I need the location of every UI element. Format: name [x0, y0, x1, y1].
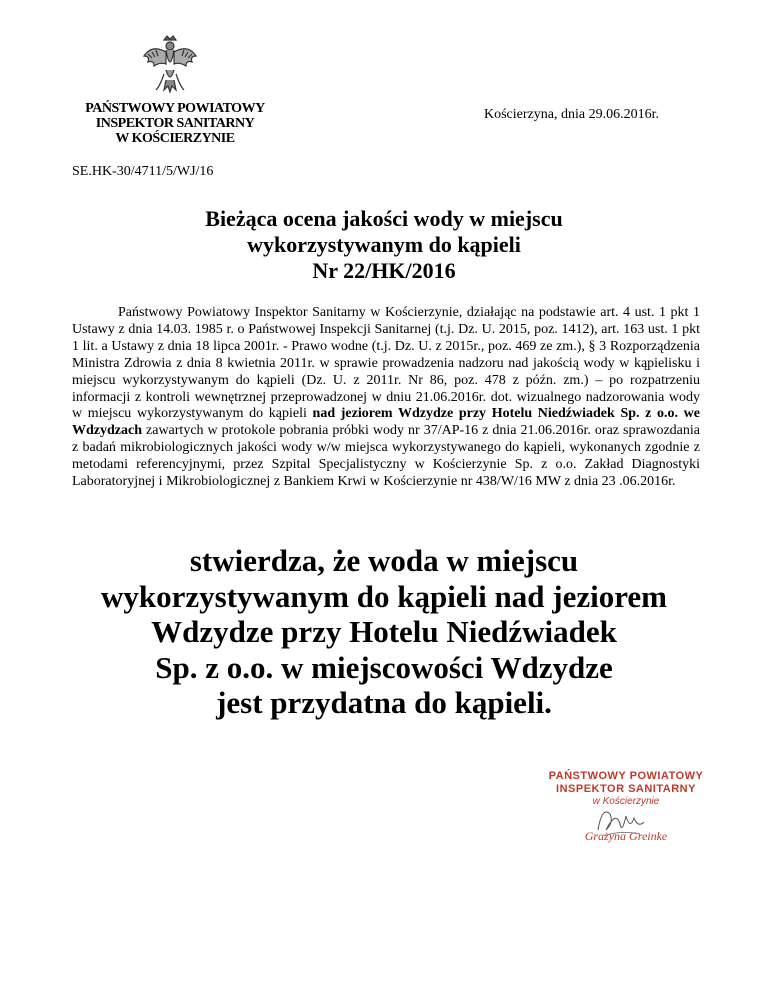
- polish-eagle-icon: [142, 34, 198, 94]
- place-and-date: Kościerzyna, dnia 29.06.2016r.: [484, 107, 659, 122]
- stamp-line: PAŃSTWOWY POWIATOWY: [548, 770, 704, 782]
- document-title: [84, 206, 684, 284]
- reference-number: SE.HK-30/4711/5/WJ/16: [72, 164, 214, 179]
- body-text-after: zawartych w protokole pobrania próbki wody nr 37/AP-16 z dnia 21.06.2016r. oraz sprawozdania z badań mikrobiologicznych jakości wody w/w miejsca wykorzystywanego do kąpieli, wykonanych zgodnie z metodami referencyjnymi, przez Szpital Specjalistyczny w Kościerzynie Sp. z o.o. Zakład Diagnostyki Laboratoryjnej i Mikrobiologicznej z Bankiem Krwi w Kościerzynie nr 438/W/16 MW z dnia 23 .06.2016r.: [72, 423, 700, 490]
- issuing-authority: [70, 101, 280, 146]
- title-line: Nr 22/HK/2016: [312, 258, 456, 283]
- authority-line: W KOŚCIERZYNIE: [115, 131, 235, 146]
- stamp-signatory-name: Grażyna Greinke: [584, 829, 668, 843]
- conclusion-line: wykorzystywanym do kąpieli nad jeziorem: [100, 578, 668, 614]
- conclusion-statement: [40, 543, 728, 721]
- authority-line: INSPEKTOR SANITARNY: [95, 116, 255, 131]
- conclusion-line: stwierdza, że woda w miejscu: [189, 543, 579, 578]
- body-text-bold: nad jeziorem Wdzydze przy Hotelu Niedźwiadek Sp. z o.o. we Wdzydzach: [72, 406, 700, 439]
- conclusion-line: Sp. z o.o. w miejscowości Wdzydze: [155, 649, 613, 685]
- stamp-line: INSPEKTOR SANITARNY: [556, 783, 696, 795]
- title-line: Bieżąca ocena jakości wody w miejscu: [205, 206, 563, 231]
- stamp-line: w Kościerzynie: [592, 796, 660, 807]
- authority-line: PAŃSTWOWY POWIATOWY: [85, 101, 265, 116]
- body-paragraph: [72, 305, 700, 491]
- handwritten-signature: [590, 800, 650, 845]
- conclusion-line: jest przydatna do kąpieli.: [216, 685, 552, 720]
- body-text-before: Państwowy Powiatowy Inspektor Sanitarny w Kościerzynie, działając na podstawie art. 4 ust. 1 pkt 1 Ustawy z dnia 14.03. 1985 r. o Państwowej Inspekcji Sanitarnej (t.j. Dz. U. 2015, poz. 1412), art. 163 ust. 1 pkt 1 lit. a Ustawy z dnia 18 lipca 2001r. - Prawo wodne (t.j. Dz. U. z 2015r., poz. 469 ze zm.), § 3 Rozporządzenia Ministra Zdrowia z dnia 8 kwietnia 2011r. w sprawie prowadzenia nadzoru nad jakością wody w kąpielisku i miejscu wykorzystywanym do kąpieli (Dz. U. z 2011r. Nr 86, poz. 478 z późn. zm.) – po rozpatrzeniu informacji z kontroli wewnętrznej przeprowadzonej w dniu 21.06.2016r. dot. wizualnego nadzorowania wody w miejscu wykorzystywanym do kąpieli: [72, 305, 700, 422]
- title-line: wykorzystywanym do kąpieli: [247, 232, 521, 257]
- conclusion-line: Wdzydze przy Hotelu Niedźwiadek: [151, 614, 617, 649]
